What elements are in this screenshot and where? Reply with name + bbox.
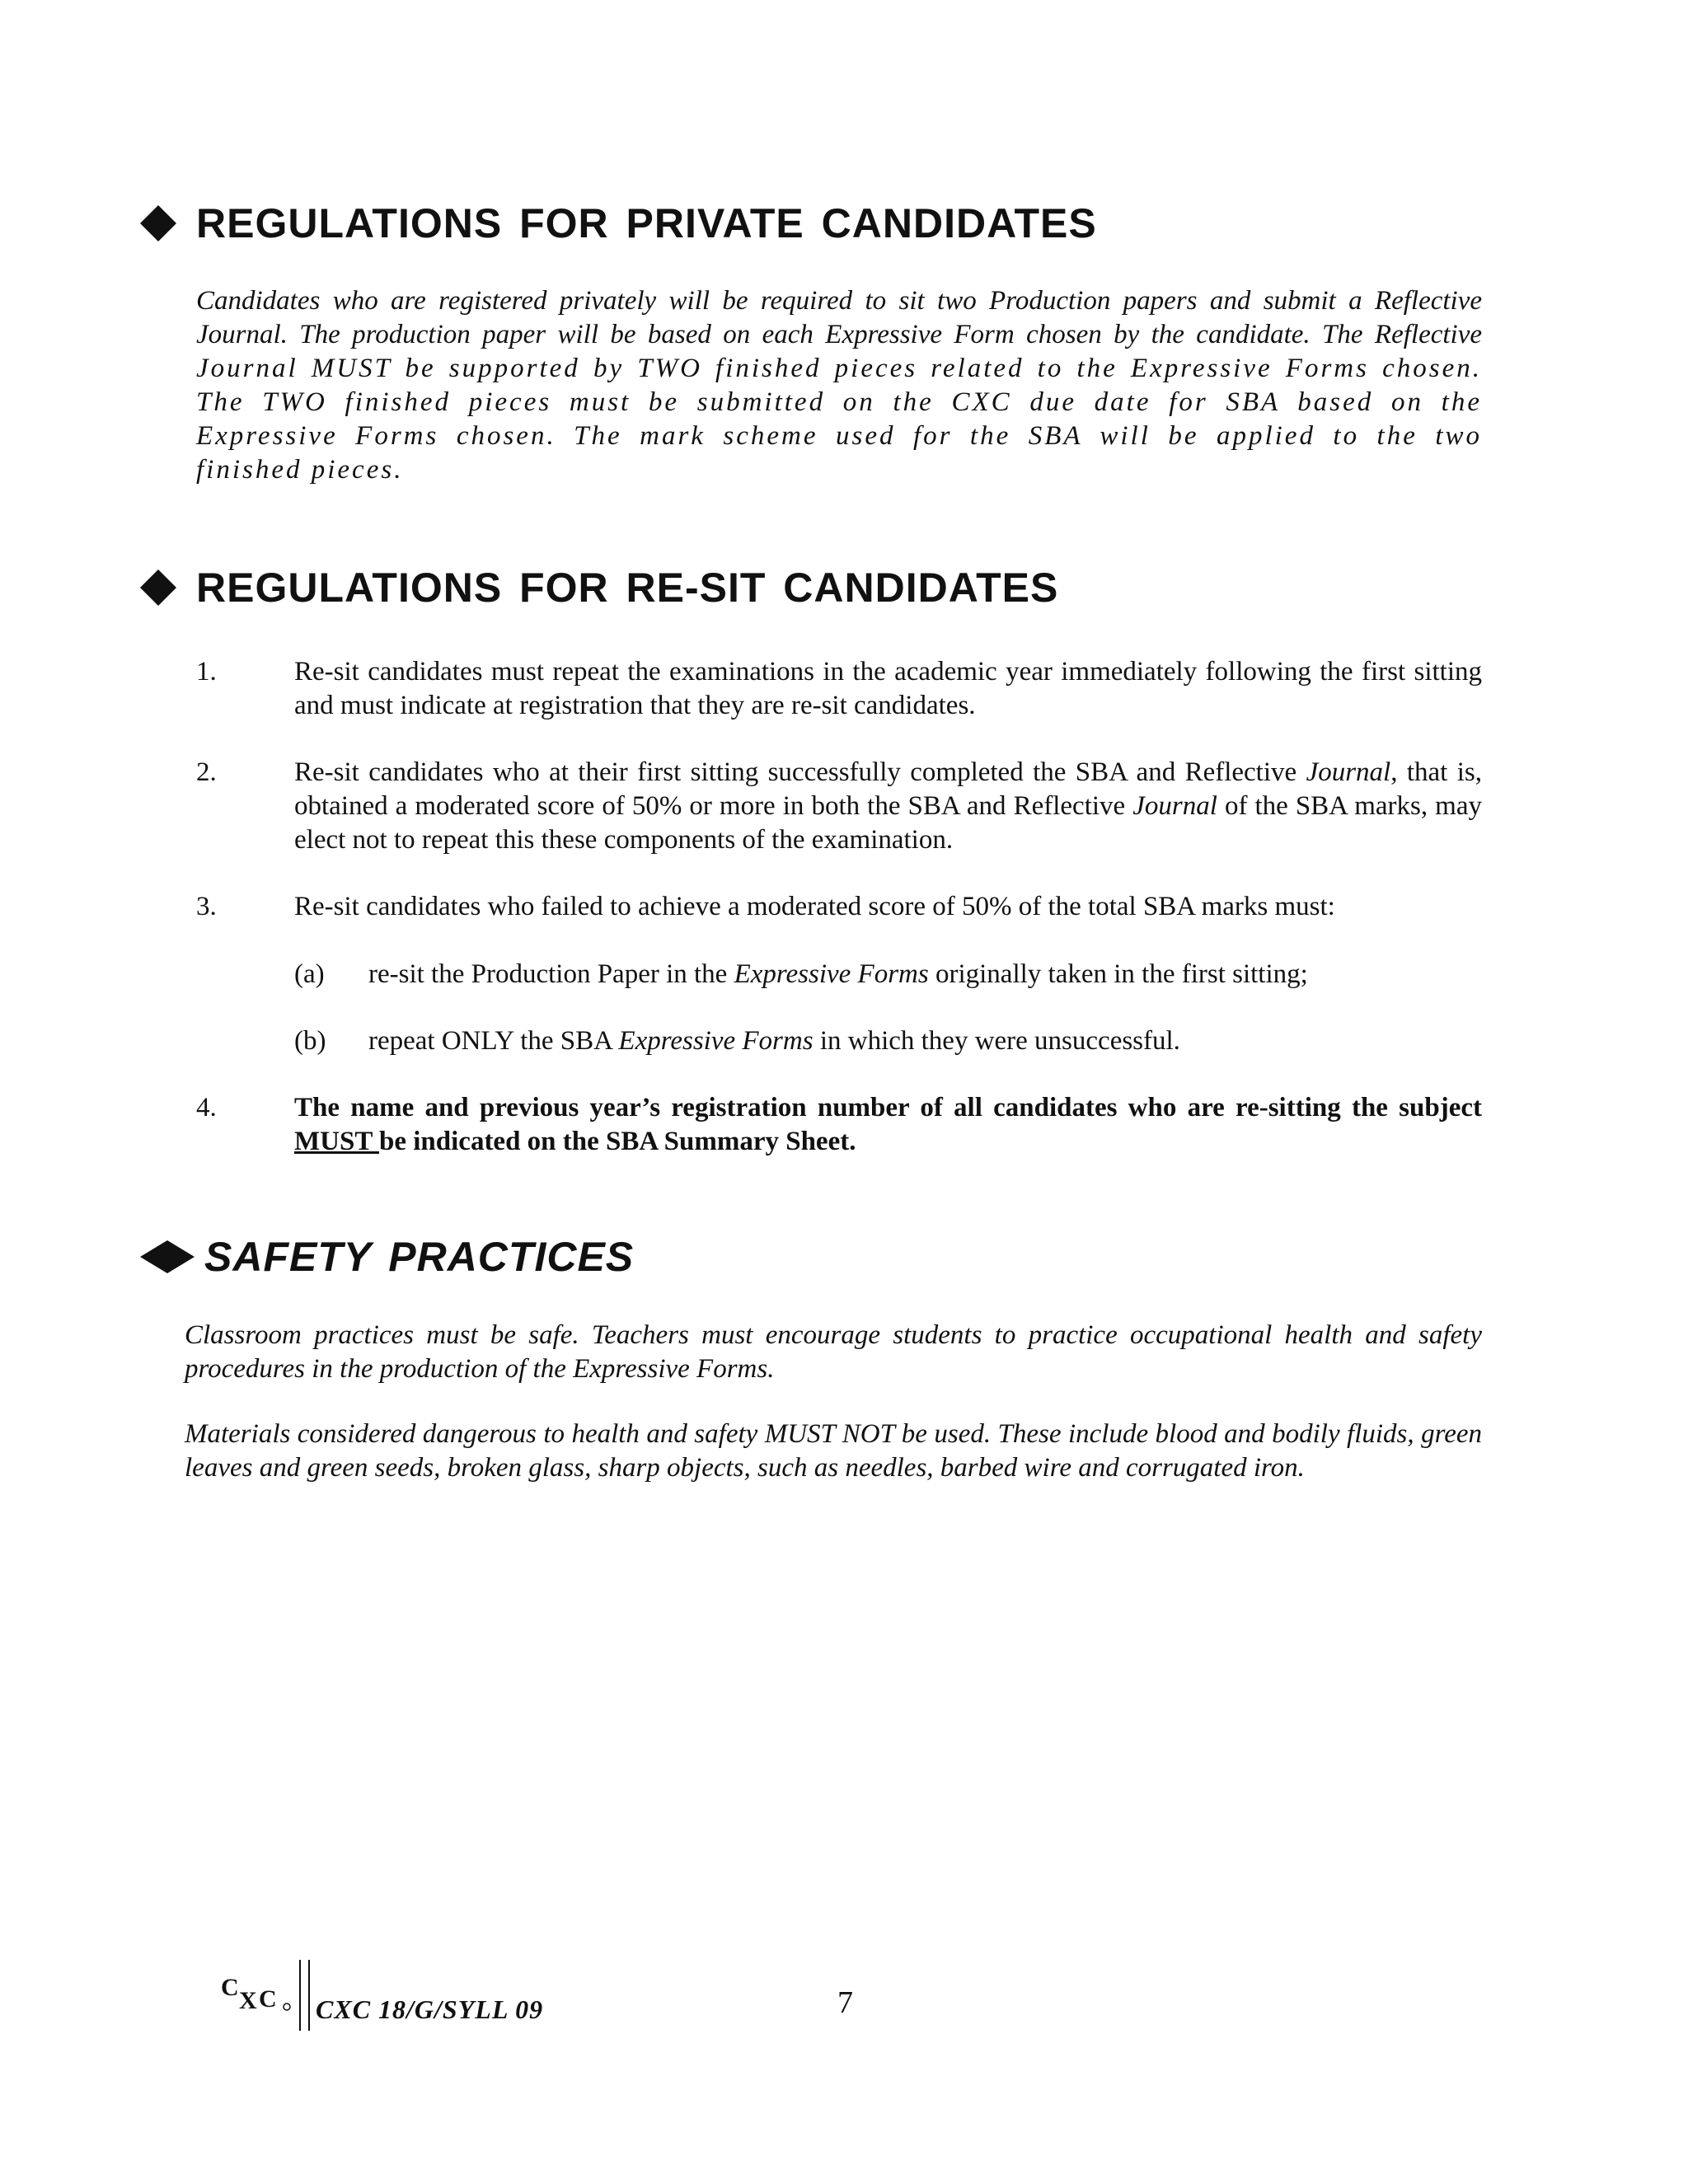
text-run: be indicated on the SBA Summary Sheet. <box>379 1127 856 1156</box>
item-text: Re-sit candidates who failed to achieve a moderated score of 50% of the total SBA marks must: <box>294 892 1335 921</box>
sub-item-label: (a) <box>294 959 325 989</box>
paragraph-line: finished pieces. <box>196 455 404 485</box>
text-run: in which they were unsuccessful. <box>813 1026 1180 1056</box>
sub-item <box>294 958 1481 991</box>
list-item <box>196 756 1482 857</box>
section-heading-safety <box>138 1233 634 1281</box>
paragraph-line: Journal MUST be supported by TWO finished pieces related to the Expressive Forms chosen. <box>196 354 1482 383</box>
paragraph-line: The TWO finished pieces must be submitted on the CXC due date for SBA based on the <box>196 387 1482 417</box>
list-item <box>196 1091 1482 1159</box>
page-number: 7 <box>837 1985 853 2020</box>
text-run: The name and previous year’s registration number of all candidates who are re-sitting the subject <box>294 1093 1482 1122</box>
paragraph-line: Journal. The production paper will be based on each Expressive Form chosen by the candidate. The Reflective <box>196 320 1482 349</box>
text-run: re-sit the Production Paper in the <box>368 959 734 989</box>
item-number: 1. <box>196 657 217 687</box>
item-text <box>294 756 1482 857</box>
list-item <box>196 890 1482 924</box>
safety-paragraph-2: Materials considered dangerous to health and safety MUST NOT be used. These include blood and bodily fluids, green leaves and green seeds, broken glass, sharp objects, such as needles, barbed wire and corrugated iron. <box>185 1419 1482 1483</box>
svg-text:C: C <box>221 1974 239 2001</box>
heading-text: SAFETY PRACTICES <box>204 1234 635 1280</box>
text-run: Re-sit candidates who at their first sitting successfully completed the SBA and Reflective <box>294 757 1306 787</box>
item-text: Re-sit candidates must repeat the examinations in the academic year immediately following the first sitting and must indicate at registration that they are re-sit candidates. <box>294 657 1482 720</box>
diamond-bullet-icon <box>138 1237 196 1277</box>
section-heading-private <box>138 199 1097 247</box>
diamond-bullet-icon <box>138 204 178 243</box>
footer-divider <box>299 1960 310 2031</box>
paragraph-line: Candidates who are registered privately will be required to sit two Production papers and submit a Reflective <box>196 286 1482 316</box>
paragraph-line: Expressive Forms chosen. The mark scheme used for the SBA will be applied to the two <box>196 421 1482 451</box>
sub-item-text <box>368 1024 1481 1058</box>
italic-run: Expressive Forms <box>734 959 929 989</box>
list-item <box>196 655 1482 723</box>
italic-run: Journal <box>1306 757 1391 787</box>
italic-run: Journal <box>1132 791 1217 821</box>
syllabus-code: CXC 18/G/SYLL 09 <box>316 1994 544 2024</box>
item-number: 3. <box>196 892 217 921</box>
text-run: of the SBA marks, may elect not to repeat this these components of the examination. <box>294 791 1482 855</box>
heading-text: REGULATIONS FOR PRIVATE CANDIDATES <box>196 200 1097 246</box>
item-number: 2. <box>196 757 217 787</box>
text-run: repeat ONLY the SBA <box>368 1026 619 1056</box>
underlined-run: MUST <box>294 1127 379 1156</box>
item-number: 4. <box>196 1093 217 1122</box>
private-candidates-paragraph <box>196 284 1482 487</box>
sub-item-label: (b) <box>294 1026 326 1056</box>
heading-text: REGULATIONS FOR RE-SIT CANDIDATES <box>196 565 1059 611</box>
svg-text:X: X <box>239 1987 257 2014</box>
diamond-bullet-icon <box>138 568 178 607</box>
italic-run: Expressive Forms <box>618 1026 814 1056</box>
item-text <box>294 1091 1482 1159</box>
safety-paragraph-1: Classroom practices must be safe. Teachers must encourage students to practice occupational health and safety procedures in the production of the Expressive Forms. <box>185 1320 1482 1384</box>
sub-item <box>294 1024 1481 1058</box>
section-heading-resit <box>138 564 1058 612</box>
text-run: originally taken in the first sitting; <box>928 959 1308 989</box>
svg-text:C: C <box>259 1985 277 2013</box>
text-run: , that is, obtained a moderated score of 50% or more in both the SBA and Reflective <box>294 757 1482 821</box>
sub-item-text <box>368 958 1481 991</box>
